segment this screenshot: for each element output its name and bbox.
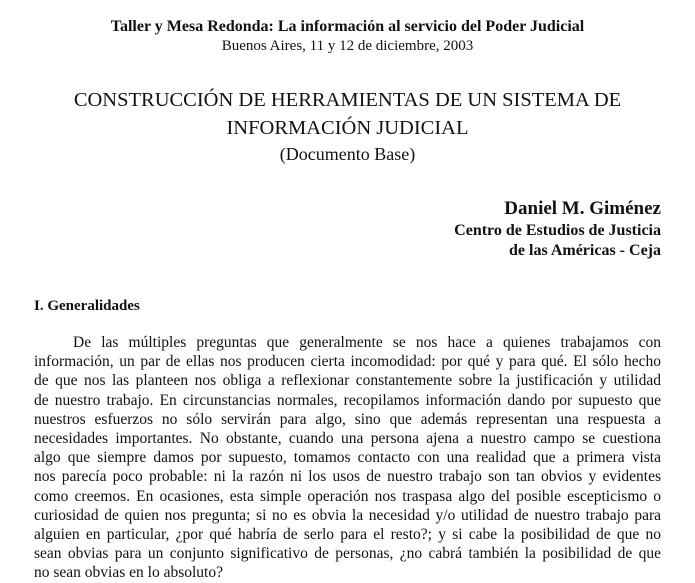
event-date: Buenos Aires, 11 y 12 de diciembre, 2003 bbox=[221, 38, 474, 54]
paragraph-line: nuestros esfuerzos no sólo servirán para algo, sino que además representan una respuesta a bbox=[34, 410, 661, 428]
document-title-line-1: CONSTRUCCIÓN DE HERRAMIENTAS DE UN SISTEMA DE bbox=[73, 89, 622, 111]
paragraph-line: como creemos. En ocasiones, esta simple operación nos traspasa algo del posible escepticismo o bbox=[34, 487, 661, 505]
paragraph-line: sean obvias para un conjunto significativo de personas, ¿no cabrá también la posibilidad de que bbox=[34, 545, 661, 563]
paragraph-line: de que nos las planteen nos obliga a reflexionar constantemente sobre la justificación y utilidad bbox=[34, 372, 661, 390]
author-name: Daniel M. Giménez bbox=[504, 198, 661, 219]
section-heading: I. Generalidades bbox=[34, 298, 140, 314]
body-paragraph bbox=[34, 333, 661, 583]
paragraph-line: información, un par de ellas nos producen cierta incomodidad: por qué y para qué. El sólo hecho bbox=[34, 353, 661, 371]
paragraph-line: alguien en particular, ¿por qué habría de serlo para el resto?; y si cabe la posibilidad de que no bbox=[34, 526, 661, 544]
document-subtitle: (Documento Base) bbox=[279, 144, 416, 164]
paragraph-line: algo que siempre damos por supuesto, tomamos contacto con una realidad que a primera vista bbox=[34, 449, 661, 467]
document-title bbox=[0, 86, 695, 142]
author-affiliation-line-1: Centro de Estudios de Justicia bbox=[454, 222, 661, 239]
paragraph-line: curiosidad de quien nos pregunta; si no es obvia la necesidad y/o utilidad de nuestro trabajo para bbox=[34, 506, 661, 524]
paragraph-line: no sean obvias en lo absoluto? bbox=[34, 564, 223, 582]
author-affiliation-line-2: de las Américas - Ceja bbox=[509, 242, 661, 259]
paragraph-line: de nuestro trabajo. En circunstancias normales, recopilamos información dando por supuesto que bbox=[34, 391, 661, 409]
event-title: Taller y Mesa Redonda: La información al servicio del Poder Judicial bbox=[110, 18, 585, 35]
author-block bbox=[454, 197, 661, 261]
paragraph-line: nos parecía poco probable: ni la razón ni los usos de nuestro trabajo son tan obvios y evidentes bbox=[34, 468, 661, 486]
paragraph-line: necesidades importantes. No obstante, cuando una persona ajena a nuestro campo se cuestiona bbox=[34, 430, 661, 448]
paragraph-line: De las múltiples preguntas que generalmente se nos hace a quienes trabajamos con bbox=[73, 334, 661, 351]
document-title-line-2: INFORMACIÓN JUDICIAL bbox=[226, 117, 469, 139]
